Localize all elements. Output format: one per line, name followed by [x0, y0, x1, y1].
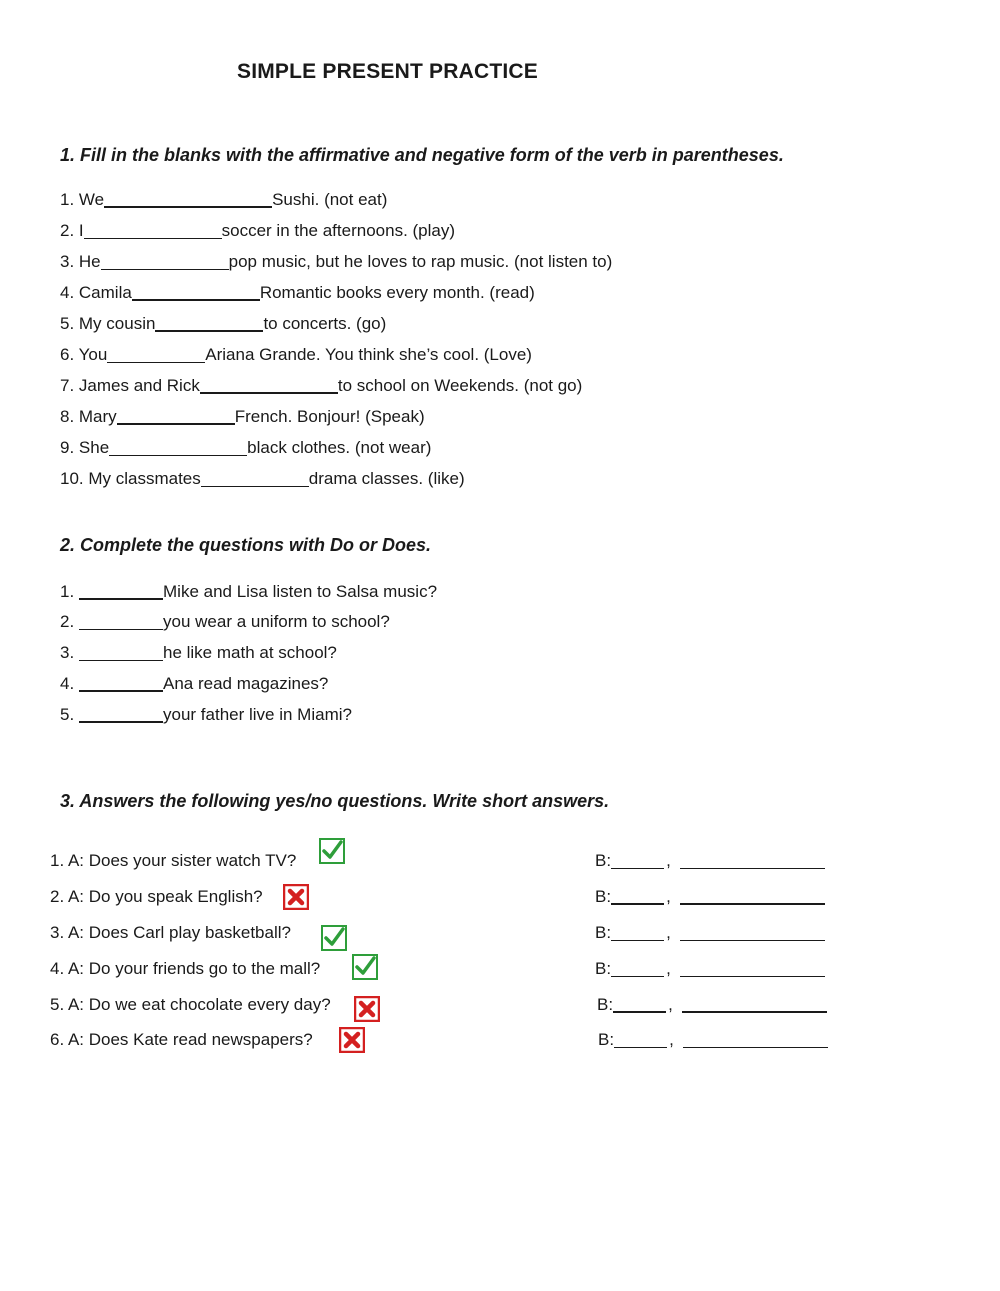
s3-question: 3. A: Does Carl play basketball? — [50, 923, 291, 942]
s1-item — [60, 345, 532, 365]
answer-blank[interactable] — [132, 285, 260, 301]
s1-item-prefix: 1. We — [60, 190, 105, 209]
answer-separator: , — [666, 923, 671, 942]
answer-blank[interactable] — [104, 192, 272, 208]
answer-blank[interactable] — [201, 472, 309, 487]
answer-blank[interactable] — [109, 441, 247, 456]
answer-blank[interactable] — [79, 676, 163, 692]
s1-item — [60, 283, 535, 303]
cross-icon — [339, 1027, 365, 1053]
short-answer-blank[interactable] — [611, 926, 664, 941]
s1-item — [60, 190, 387, 210]
s1-item — [60, 221, 455, 241]
cross-icon — [354, 996, 380, 1022]
s1-item-prefix: 8. Mary — [60, 407, 117, 426]
s1-item-suffix: pop music, but he loves to rap music. (not listen to) — [228, 252, 613, 271]
s1-item — [60, 407, 425, 427]
s1-item — [60, 376, 582, 396]
cross-icon — [283, 884, 309, 910]
s2-item — [60, 705, 352, 725]
s1-item-prefix: 6. You — [60, 345, 108, 364]
s1-item-suffix: Ariana Grande. You think she’s cool. (Love) — [205, 345, 532, 364]
answer-blank[interactable] — [79, 615, 163, 630]
s3-answer — [597, 995, 827, 1015]
s3-question: 2. A: Do you speak English? — [50, 887, 263, 906]
s1-item-prefix: 4. Camila — [60, 283, 132, 302]
long-answer-blank[interactable] — [682, 997, 827, 1013]
answer-separator: , — [668, 995, 673, 1014]
s3-question: 4. A: Do your friends go to the mall? — [50, 959, 321, 978]
answer-separator: , — [666, 851, 671, 870]
answer-blank[interactable] — [117, 409, 235, 425]
answer-separator: , — [666, 959, 671, 978]
s1-item-suffix: French. Bonjour! (Speak) — [234, 407, 425, 426]
answer-blank[interactable] — [155, 316, 263, 332]
s2-item-number: 4. — [60, 674, 75, 693]
s2-item-number: 2. — [60, 612, 75, 631]
answer-prefix: B: — [598, 1030, 615, 1049]
section1-heading: 1. Fill in the blanks with the affirmative and negative form of the verb in parentheses. — [60, 145, 784, 165]
s1-item-prefix: 2. I — [60, 221, 84, 240]
s1-item-prefix: 3. He — [60, 252, 101, 271]
check-icon — [319, 838, 345, 864]
s2-item — [60, 582, 437, 602]
s1-item-suffix: drama classes. (like) — [308, 469, 465, 488]
s1-item-prefix: 7. James and Rick — [60, 376, 200, 395]
long-answer-blank[interactable] — [680, 854, 825, 869]
s3-answer — [595, 887, 825, 907]
s1-item-prefix: 9. She — [60, 438, 110, 457]
s3-question: 6. A: Does Kate read newspapers? — [50, 1030, 313, 1049]
s3-answer — [598, 1030, 828, 1050]
short-answer-blank[interactable] — [613, 997, 666, 1013]
s2-item — [60, 674, 328, 694]
long-answer-blank[interactable] — [683, 1033, 828, 1048]
s1-item — [60, 252, 612, 272]
short-answer-blank[interactable] — [611, 889, 664, 905]
s2-item-number: 1. — [60, 582, 75, 601]
s2-item-suffix: Mike and Lisa listen to Salsa music? — [163, 582, 438, 601]
short-answer-blank[interactable] — [611, 962, 664, 977]
long-answer-blank[interactable] — [680, 889, 825, 905]
answer-blank[interactable] — [107, 348, 205, 363]
s2-item-suffix: you wear a uniform to school? — [163, 612, 390, 631]
s1-item-suffix: to concerts. (go) — [263, 314, 387, 333]
section2-heading: 2. Complete the questions with Do or Does. — [60, 535, 432, 555]
s2-item-number: 3. — [60, 643, 75, 662]
s1-item-suffix: black clothes. (not wear) — [247, 438, 432, 457]
answer-prefix: B: — [595, 887, 612, 906]
s1-item-prefix: 5. My cousin — [60, 314, 156, 333]
s2-item — [60, 643, 337, 663]
s2-item-number: 5. — [60, 705, 75, 724]
s1-item — [60, 469, 465, 489]
s1-item-prefix: 10. My classmates — [60, 469, 201, 488]
short-answer-blank[interactable] — [611, 854, 664, 869]
page-title: SIMPLE PRESENT PRACTICE — [237, 60, 538, 83]
s1-item — [60, 438, 431, 458]
long-answer-blank[interactable] — [680, 962, 825, 977]
s3-question: 1. A: Does your sister watch TV? — [50, 851, 297, 870]
s2-item-suffix: he like math at school? — [163, 643, 337, 662]
check-icon — [352, 954, 378, 980]
s3-question: 5. A: Do we eat chocolate every day? — [50, 995, 331, 1014]
s2-item-suffix: Ana read magazines? — [163, 674, 329, 693]
s1-item-suffix: soccer in the afternoons. (play) — [221, 221, 456, 240]
answer-prefix: B: — [597, 995, 614, 1014]
check-icon — [321, 925, 347, 951]
answer-blank[interactable] — [79, 584, 163, 600]
answer-prefix: B: — [595, 959, 612, 978]
s3-answer — [595, 851, 825, 871]
s3-answer — [595, 959, 825, 979]
s2-item-suffix: your father live in Miami? — [163, 705, 352, 724]
s3-answer — [595, 923, 825, 943]
answer-separator: , — [666, 887, 671, 906]
s1-item-suffix: Sushi. (not eat) — [272, 190, 388, 209]
answer-blank[interactable] — [84, 224, 222, 239]
answer-separator: , — [669, 1030, 674, 1049]
answer-prefix: B: — [595, 923, 612, 942]
s1-item-suffix: Romantic books every month. (read) — [259, 283, 535, 302]
answer-prefix: B: — [595, 851, 612, 870]
answer-blank[interactable] — [200, 378, 338, 394]
section3-heading: 3. Answers the following yes/no questions. Write short answers. — [60, 791, 610, 811]
s1-item-suffix: to school on Weekends. (not go) — [337, 376, 583, 395]
s1-item — [60, 314, 386, 334]
answer-blank[interactable] — [101, 255, 229, 270]
long-answer-blank[interactable] — [680, 926, 825, 941]
short-answer-blank[interactable] — [614, 1033, 667, 1048]
answer-blank[interactable] — [79, 707, 163, 723]
s2-item — [60, 612, 390, 632]
answer-blank[interactable] — [79, 646, 163, 661]
